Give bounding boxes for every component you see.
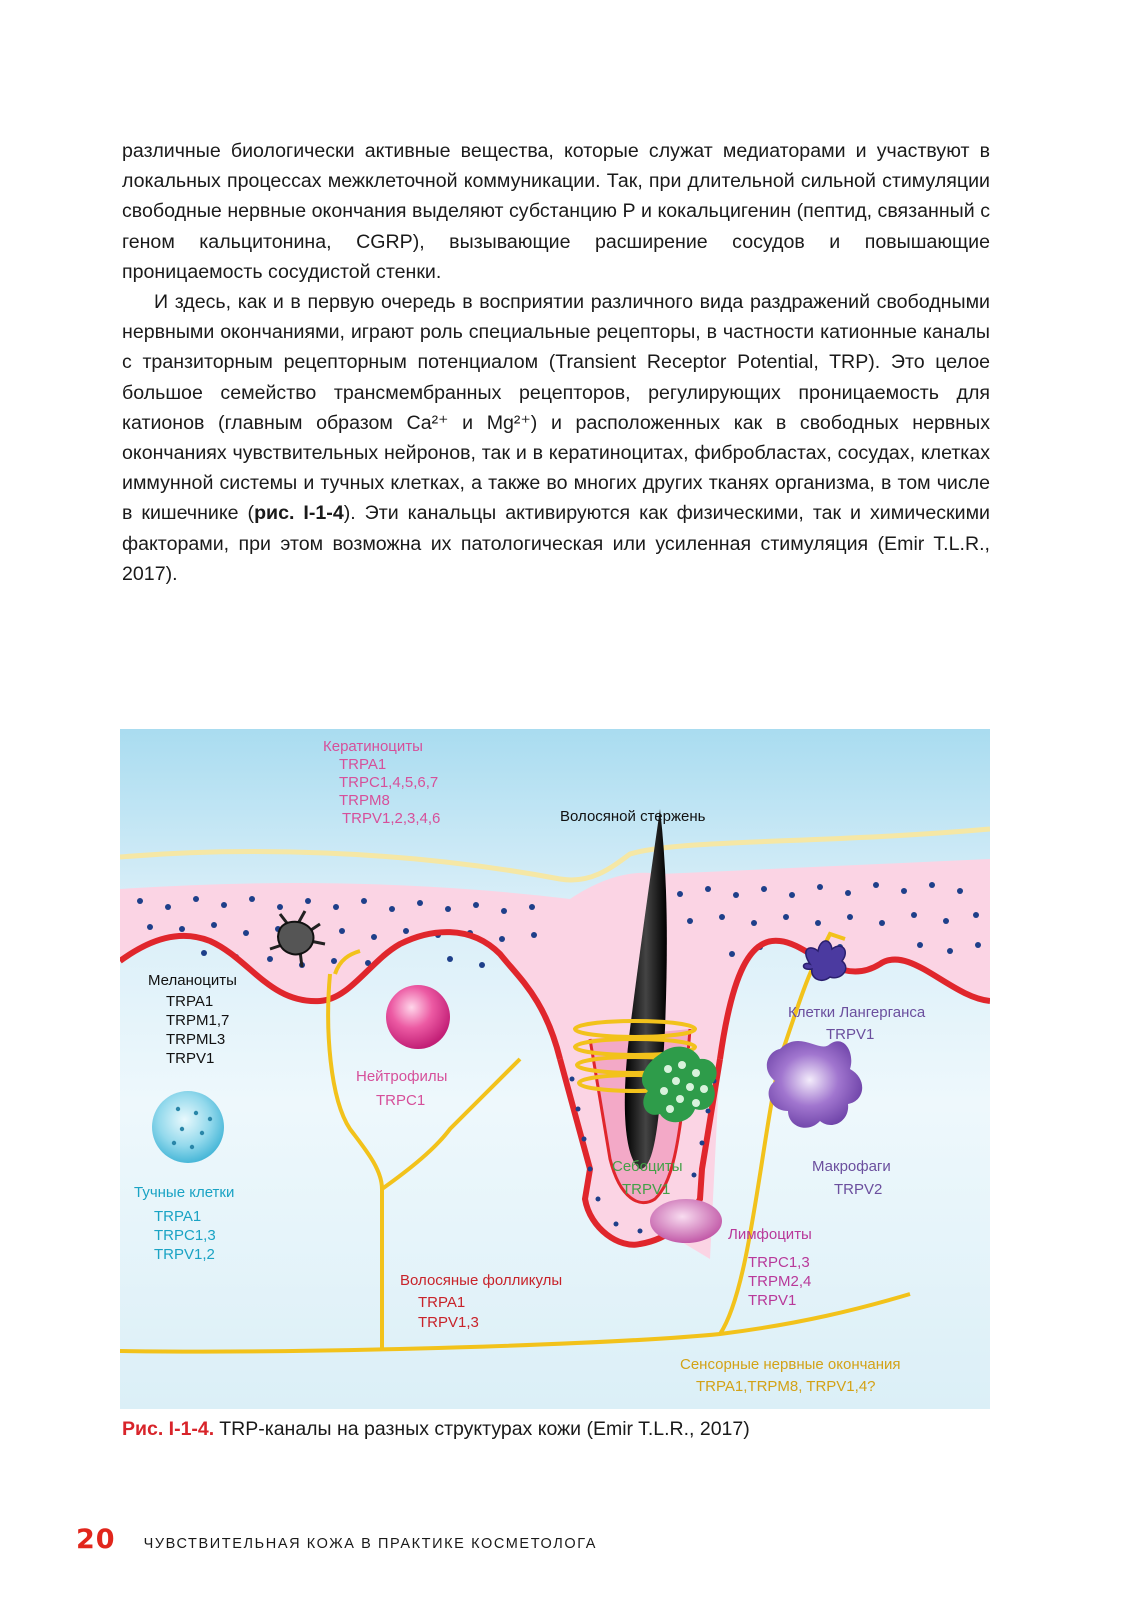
page-footer <box>76 1524 597 1555</box>
sensory-endings-line-1: TRPA1,TRPM8, TRPV1,4? <box>696 1378 876 1395</box>
sebocytes-title: Себоциты <box>612 1158 683 1175</box>
skin-diagram <box>120 729 990 1409</box>
lymphocytes-line-3: TRPV1 <box>748 1292 797 1309</box>
caption-text: TRP-каналы на разных структурах кожи (Emir T.L.R., 2017) <box>214 1418 750 1440</box>
label-hair-shaft: Волосяной стержень <box>560 808 706 825</box>
hair-follicles-line-2: TRPV1,3 <box>418 1314 479 1331</box>
melanocytes-line-4: TRPV1 <box>166 1050 215 1067</box>
figure-reference: рис. I-1-4 <box>254 502 344 525</box>
melanocytes-line-1: TRPA1 <box>166 993 214 1010</box>
macrophages-line-1: TRPV2 <box>834 1181 883 1198</box>
melanocytes-line-3: TRPML3 <box>166 1031 226 1048</box>
mast-cells-line-2: TRPC1,3 <box>154 1227 216 1244</box>
lymphocyte-cell <box>650 1199 722 1243</box>
hair-follicles-line-1: TRPA1 <box>418 1294 466 1311</box>
neutrophil-cell <box>386 985 450 1049</box>
langerhans-line-1: TRPV1 <box>826 1026 875 1043</box>
hair-follicles-title: Волосяные фолликулы <box>400 1272 563 1289</box>
mast-cells-line-1: TRPA1 <box>154 1208 202 1225</box>
lymphocytes-title: Лимфоциты <box>728 1226 812 1243</box>
paragraph-1: различные биологически активные вещества, которые служат медиаторами и участвуют в локальных процессах межклеточной коммуникации. Так, при длительной сильной стимуляции свободные нервные окончания выделяют субстанцию Р и кокальцигенин (пептид, связанный с геном кальцитонина, CGRP), вызывающие расширение сосудов и повышающие проницаемость сосудистой стенки. <box>122 140 990 283</box>
page-number: 20 <box>76 1524 116 1555</box>
lymphocytes-line-2: TRPM2,4 <box>748 1273 812 1290</box>
figure-caption <box>122 1418 750 1441</box>
mast-cell <box>152 1091 224 1163</box>
melanocytes-title: Меланоциты <box>148 972 237 989</box>
running-title: ЧУВСТВИТЕЛЬНАЯ КОЖА В ПРАКТИКЕ КОСМЕТОЛОГА <box>143 1536 597 1552</box>
keratinocytes-line-1: TRPA1 <box>339 756 387 773</box>
mast-cells-line-3: TRPV1,2 <box>154 1246 215 1263</box>
keratinocytes-title: Кератиноциты <box>323 738 423 755</box>
sensory-endings-title: Сенсорные нервные окончания <box>680 1356 901 1373</box>
neutrophils-title: Нейтрофилы <box>356 1068 448 1085</box>
sebocytes-line-1: TRPV1 <box>622 1181 671 1198</box>
figure-trp-channels <box>120 729 990 1409</box>
melanocytes-line-2: TRPM1,7 <box>166 1012 230 1029</box>
paragraph-2-text-end: ). Эти канальцы активируются как физическими, так и химическими факторами, при этом возможна их патологическая или усиленная стимуляция (Emir T.L.R., 2017). <box>122 502 990 585</box>
lymphocytes-line-1: TRPC1,3 <box>748 1254 810 1271</box>
keratinocytes-line-4: TRPV1,2,3,4,6 <box>342 810 441 827</box>
body-text <box>122 136 990 589</box>
mast-cells-title: Тучные клетки <box>134 1184 235 1201</box>
neutrophils-line-1: TRPC1 <box>376 1092 426 1109</box>
paragraph-2-text: И здесь, как и в первую очередь в восприятии различного вида раздражений свободными нервными окончаниями, играют роль специальные рецепторы, в частности катионные каналы с транзиторным рецепторным потенциалом (Transient Receptor Potential, TRP). Это целое большое семейство трансмембранных рецепторов, регулирующих проницаемость для катионов (главным образом Ca²⁺ и Mg²⁺) и расположенных как в свободных нервных окончаниях чувствительных нейронов, так и в кератиноцитах, фибробластах, сосудах, клетках иммунной системы и тучных клетках, а также во многих других тканях организма, в том числе в кишечнике ( <box>122 291 990 525</box>
keratinocytes-line-2: TRPC1,4,5,6,7 <box>339 774 439 791</box>
caption-label: Рис. I-1-4. <box>122 1418 215 1440</box>
paragraph-2 <box>122 287 990 589</box>
macrophages-title: Макрофаги <box>812 1158 891 1175</box>
langerhans-title: Клетки Лангерганса <box>788 1004 926 1021</box>
keratinocytes-line-3: TRPM8 <box>339 792 390 809</box>
